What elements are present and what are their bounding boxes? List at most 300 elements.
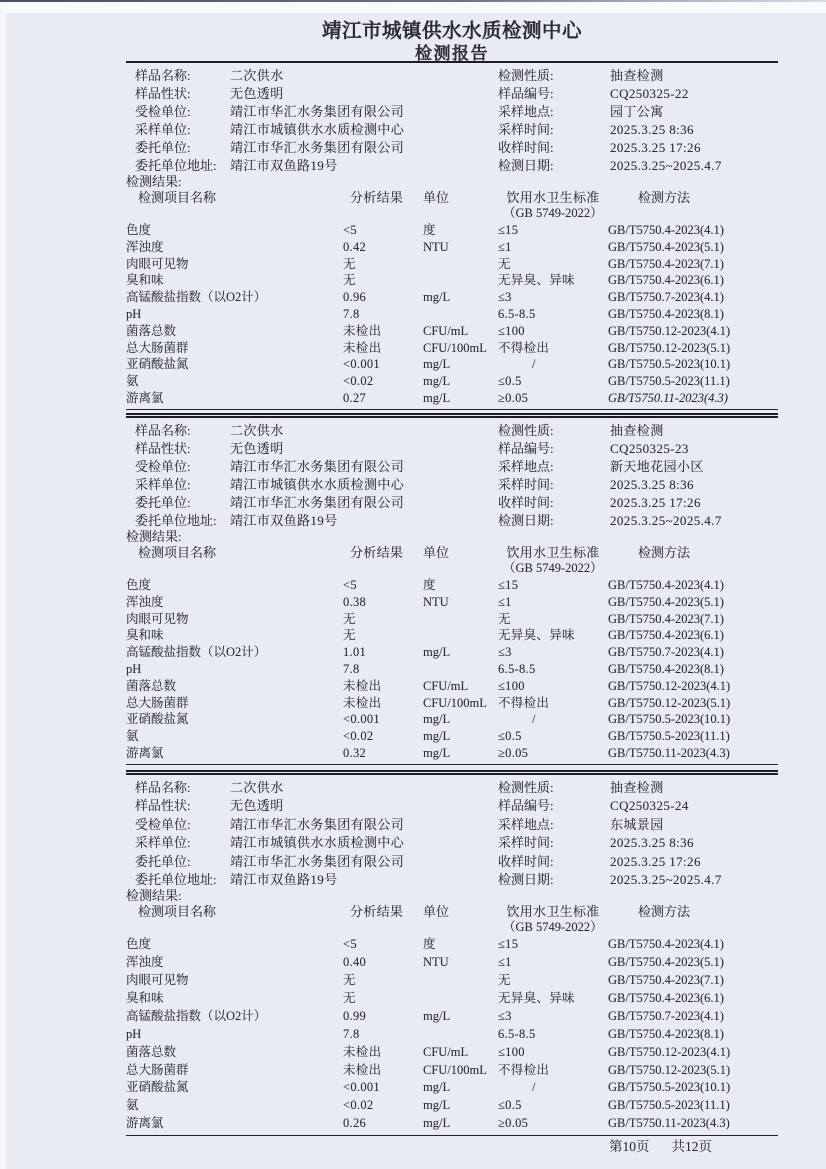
cell-standard: ≤15: [498, 223, 519, 237]
cell-unit: [423, 627, 498, 644]
info-value: 靖江市双鱼路19号: [230, 871, 338, 887]
cell-method: GB/T5750.4-2023(7.1): [608, 611, 724, 626]
cell-name: 浑浊度: [126, 955, 164, 970]
page-total: 共12页: [671, 1139, 712, 1154]
info-row: [126, 458, 778, 476]
info-value: 新天地花园小区: [610, 459, 704, 474]
info-value: CQ250325-22: [610, 86, 689, 101]
cell-unit: [423, 256, 498, 273]
info-label: 受检单位:: [135, 816, 191, 832]
cell-result: 无: [343, 628, 356, 643]
cell-name: 菌落总数: [126, 678, 177, 693]
info-row: [126, 139, 778, 157]
cell-standard: /: [532, 357, 536, 372]
cell-name: 肉眼可见物: [126, 256, 189, 271]
info-value: CQ250325-24: [610, 798, 689, 814]
info-row: [126, 67, 778, 85]
cell-result: 1.01: [343, 645, 367, 660]
cell-unit: [423, 990, 498, 1008]
cell-name: 亚硝酸盐氮: [126, 1080, 189, 1095]
cell-name: 菌落总数: [126, 1044, 177, 1059]
cell-name: 高锰酸盐指数（以O2计）: [126, 290, 267, 305]
table-subheader-row: [126, 921, 778, 936]
cell-result: <5: [343, 223, 357, 237]
info-row: [126, 440, 778, 458]
cell-standard: /: [532, 1080, 536, 1095]
page-footer: [126, 1139, 778, 1155]
cell-unit: 度: [423, 223, 436, 237]
info-label: 采样地点:: [498, 816, 554, 832]
info-value: 2025.3.25 8:36: [610, 835, 694, 851]
cell-unit: mg/L: [423, 645, 451, 660]
info-row: [126, 422, 778, 440]
info-label: 收样时间:: [498, 140, 554, 155]
cell-unit: mg/L: [423, 729, 451, 744]
cell-result: 0.42: [343, 239, 367, 254]
info-label: 检测日期:: [498, 871, 554, 887]
cell-method: GB/T5750.5-2023(10.1): [608, 357, 731, 372]
result-row: [126, 594, 778, 611]
cell-name: 臭和味: [126, 273, 164, 288]
standard-reference: （GB 5749-2022）: [503, 206, 603, 220]
info-row: [126, 103, 778, 121]
cell-name: 高锰酸盐指数（以O2计）: [126, 1008, 267, 1023]
info-value: 园丁公寓: [610, 104, 664, 119]
cell-method: GB/T5750.11-2023(4.3): [608, 745, 730, 760]
cell-name: 色度: [126, 223, 152, 237]
result-row: [126, 289, 778, 306]
info-label: 采样地点:: [498, 104, 554, 119]
cell-method: GB/T5750.4-2023(6.1): [608, 273, 724, 288]
cell-result: 无: [343, 273, 356, 288]
info-value: 二次供水: [230, 780, 284, 795]
standard-reference: （GB 5749-2022）: [503, 561, 603, 575]
cell-unit: mg/L: [423, 1098, 451, 1113]
cell-name: 色度: [126, 578, 152, 592]
result-row: [126, 954, 778, 972]
result-row: [126, 644, 778, 661]
cell-standard: 无: [498, 973, 511, 988]
info-value: 2025.3.25 17:26: [610, 495, 701, 510]
info-label: 受检单位:: [135, 459, 191, 474]
info-label: 样品编号:: [498, 798, 554, 814]
report-section-1: [126, 61, 778, 410]
info-value: 2025.3.25~2025.4.7: [610, 513, 722, 528]
info-value: CQ250325-23: [610, 441, 689, 456]
cell-name: 总大肠菌群: [126, 1062, 189, 1077]
cell-result: 0.32: [343, 745, 367, 760]
info-label: 样品性状:: [135, 441, 191, 456]
result-row: [126, 695, 778, 712]
cell-result: <5: [343, 578, 357, 592]
cell-standard: 6.5-8.5: [498, 661, 536, 676]
report-section-3: [126, 770, 778, 1136]
column-header-unit: 单位: [423, 190, 450, 205]
cell-method: GB/T5750.4-2023(5.1): [608, 955, 724, 970]
cell-name: pH: [126, 661, 142, 676]
info-label: 检测性质:: [498, 68, 554, 83]
cell-unit: CFU/mL: [423, 678, 469, 693]
cell-unit: CFU/100mL: [423, 340, 487, 355]
info-value: 无色透明: [230, 86, 284, 101]
info-value: 2025.3.25~2025.4.7: [610, 871, 722, 887]
result-row: [126, 340, 778, 357]
cell-unit: NTU: [423, 594, 449, 609]
cell-method: GB/T5750.5-2023(10.1): [608, 712, 731, 727]
cell-name: 臭和味: [126, 991, 164, 1006]
info-value: 靖江市城镇供水水质检测中心: [230, 835, 405, 851]
info-value: 东城景园: [610, 816, 664, 832]
cell-name: pH: [126, 306, 142, 321]
info-label: 收样时间:: [498, 495, 554, 510]
cell-name: 亚硝酸盐氮: [126, 712, 189, 727]
table-subheader-row: [126, 562, 778, 577]
result-row: [126, 972, 778, 990]
info-row: [126, 816, 778, 834]
info-label: 采样单位:: [135, 122, 191, 137]
result-row: [126, 627, 778, 644]
result-row: [126, 728, 778, 745]
cell-method: GB/T5750.11-2023(4.3): [608, 390, 728, 405]
result-row: [126, 1008, 778, 1026]
info-value: 靖江市华汇水务集团有限公司: [230, 140, 405, 155]
results-label: 检测结果:: [126, 888, 182, 904]
cell-method: GB/T5750.12-2023(4.1): [608, 678, 731, 693]
cell-standard: ≤3: [498, 290, 512, 305]
cell-unit: mg/L: [423, 745, 451, 760]
result-row: [126, 256, 778, 273]
cell-standard: ≤100: [498, 323, 525, 338]
cell-result: 未检出: [343, 678, 382, 693]
cell-name: 氨: [126, 1098, 139, 1113]
result-row: [126, 1044, 778, 1062]
cell-name: 臭和味: [126, 628, 164, 643]
info-value: 靖江市双鱼路19号: [230, 158, 338, 173]
info-value: 无色透明: [230, 441, 284, 456]
info-value: 2025.3.25 8:36: [610, 122, 694, 137]
info-label: 样品名称:: [135, 68, 191, 83]
cell-method: GB/T5750.5-2023(11.1): [608, 1098, 730, 1113]
result-row: [126, 711, 778, 728]
info-label: 样品编号:: [498, 86, 554, 101]
column-header-result: 分析结果: [350, 190, 404, 205]
info-value: 二次供水: [230, 68, 284, 83]
cell-result: <0.02: [343, 374, 374, 389]
page-number: 第10页: [609, 1139, 650, 1154]
info-row: [126, 871, 778, 889]
cell-name: 肉眼可见物: [126, 611, 189, 626]
cell-unit: mg/L: [423, 1116, 451, 1131]
cell-name: 游离氯: [126, 390, 164, 405]
cell-standard: ≤3: [498, 645, 512, 660]
cell-result: 0.96: [343, 290, 367, 305]
cell-standard: ≤1: [498, 955, 512, 970]
result-row: [126, 306, 778, 323]
column-header-method: 检测方法: [638, 545, 691, 560]
column-header-unit: 单位: [423, 904, 450, 920]
table-header-row: [126, 904, 778, 921]
info-label: 收样时间:: [498, 853, 554, 869]
cell-standard: 6.5-8.5: [498, 1026, 536, 1041]
result-row: [126, 990, 778, 1008]
cell-method: GB/T5750.4-2023(4.1): [608, 578, 724, 592]
column-header-unit: 单位: [423, 545, 450, 560]
info-label: 委托单位:: [135, 495, 191, 510]
cell-name: 菌落总数: [126, 323, 177, 338]
cell-method: GB/T5750.12-2023(5.1): [608, 340, 731, 355]
cell-name: 色度: [126, 937, 152, 952]
info-label: 采样单位:: [135, 835, 191, 851]
info-label: 委托单位:: [135, 140, 191, 155]
cell-result: 未检出: [343, 695, 382, 710]
cell-name: 氨: [126, 374, 139, 389]
column-header-standard: 饮用水卫生标准: [506, 904, 600, 920]
info-value: 二次供水: [230, 423, 284, 438]
cell-standard: 无异臭、异味: [498, 991, 575, 1006]
cell-method: GB/T5750.4-2023(7.1): [608, 973, 724, 988]
cell-name: 肉眼可见物: [126, 973, 189, 988]
cell-result: 7.8: [343, 661, 360, 676]
info-label: 采样时间:: [498, 835, 554, 851]
info-label: 受检单位:: [135, 104, 191, 119]
cell-result: 未检出: [343, 323, 382, 338]
cell-name: 亚硝酸盐氮: [126, 357, 189, 372]
info-value: 靖江市华汇水务集团有限公司: [230, 495, 405, 510]
cell-name: 氨: [126, 729, 139, 744]
cell-method: GB/T5750.11-2023(4.3): [608, 1116, 730, 1131]
info-row: [126, 494, 778, 512]
info-label: 采样单位:: [135, 477, 191, 492]
scan-margin-top: [0, 2, 826, 13]
cell-result: <5: [343, 937, 357, 952]
cell-result: 无: [343, 256, 356, 271]
org-title: 靖江市城镇供水水质检测中心: [321, 21, 582, 42]
info-value: 靖江市华汇水务集团有限公司: [230, 459, 405, 474]
info-value: 靖江市华汇水务集团有限公司: [230, 816, 405, 832]
cell-method: GB/T5750.4-2023(4.1): [608, 223, 724, 237]
cell-unit: 度: [423, 578, 436, 592]
cell-name: pH: [126, 1026, 142, 1041]
cell-unit: 度: [423, 937, 436, 952]
result-row: [126, 1026, 778, 1044]
cell-result: <0.02: [343, 1098, 374, 1113]
cell-result: 7.8: [343, 306, 360, 321]
results-table: [126, 222, 778, 410]
result-row: [126, 611, 778, 628]
cell-result: <0.02: [343, 729, 374, 744]
results-label: 检测结果:: [126, 174, 182, 189]
cell-result: <0.001: [343, 1080, 380, 1095]
results-table: [126, 936, 778, 1136]
cell-method: GB/T5750.5-2023(11.1): [608, 729, 730, 744]
info-label: 样品名称:: [135, 423, 191, 438]
result-row: [126, 1115, 778, 1133]
cell-method: GB/T5750.5-2023(11.1): [608, 374, 730, 389]
info-label: 委托单位地址:: [135, 158, 217, 173]
result-row: [126, 936, 778, 954]
result-row: [126, 661, 778, 678]
cell-method: GB/T5750.12-2023(4.1): [608, 323, 731, 338]
cell-unit: CFU/mL: [423, 323, 469, 338]
cell-result: 无: [343, 991, 356, 1006]
cell-standard: ≤15: [498, 578, 519, 592]
document-header: [126, 21, 778, 64]
cell-method: GB/T5750.12-2023(5.1): [608, 695, 731, 710]
cell-standard: ≤3: [498, 1008, 512, 1023]
cell-result: 0.40: [343, 955, 367, 970]
cell-standard: 不得检出: [498, 340, 550, 355]
cell-name: 浑浊度: [126, 239, 164, 254]
info-value: 抽查检测: [610, 423, 664, 438]
cell-method: GB/T5750.4-2023(8.1): [608, 661, 724, 676]
info-label: 采样时间:: [498, 122, 554, 137]
cell-standard: ≤100: [498, 1044, 525, 1059]
info-value: 抽查检测: [610, 780, 664, 795]
cell-method: GB/T5750.7-2023(4.1): [608, 645, 724, 660]
cell-standard: ≤15: [498, 937, 519, 952]
info-value: 2025.3.25 8:36: [610, 477, 694, 492]
cell-method: GB/T5750.4-2023(6.1): [608, 991, 724, 1006]
cell-unit: mg/L: [423, 712, 451, 727]
info-value: 2025.3.25 17:26: [610, 853, 701, 869]
cell-result: 未检出: [343, 1062, 382, 1077]
cell-method: GB/T5750.12-2023(4.1): [608, 1044, 731, 1059]
cell-unit: [423, 272, 498, 289]
info-label: 检测日期:: [498, 158, 554, 173]
cell-unit: NTU: [423, 239, 449, 254]
cell-standard: ≤1: [498, 239, 512, 254]
info-value: 无色透明: [230, 798, 284, 814]
column-header-name: 检测项目名称: [138, 904, 217, 920]
info-row: [126, 476, 778, 494]
result-row: [126, 356, 778, 373]
cell-unit: [423, 306, 498, 323]
info-row: [126, 512, 778, 530]
cell-unit: mg/L: [423, 1080, 451, 1095]
cell-standard: ≥0.05: [498, 390, 529, 405]
cell-result: 0.38: [343, 594, 367, 609]
cell-unit: CFU/100mL: [423, 1062, 487, 1077]
cell-method: GB/T5750.4-2023(8.1): [608, 1026, 724, 1041]
result-row: [126, 678, 778, 695]
results-table: [126, 577, 778, 765]
cell-result: 未检出: [343, 1044, 382, 1059]
cell-standard: 无: [498, 611, 511, 626]
info-label: 委托单位:: [135, 853, 191, 869]
cell-result: 0.26: [343, 1116, 367, 1131]
cell-result: 0.27: [343, 390, 367, 405]
cell-name: 高锰酸盐指数（以O2计）: [126, 645, 267, 660]
cell-standard: ≤0.5: [498, 729, 522, 744]
info-label: 委托单位地址:: [135, 513, 217, 528]
column-header-name: 检测项目名称: [138, 190, 217, 205]
cell-unit: mg/L: [423, 290, 451, 305]
cell-name: 总大肠菌群: [126, 340, 189, 355]
info-row: [126, 797, 778, 815]
cell-standard: 不得检出: [498, 1062, 550, 1077]
table-subheader-row: [126, 207, 778, 222]
report-section-2: [126, 413, 778, 765]
cell-standard: ≥0.05: [498, 1116, 529, 1131]
info-label: 检测性质:: [498, 423, 554, 438]
column-header-standard: 饮用水卫生标准: [506, 545, 600, 560]
info-value: 2025.3.25 17:26: [610, 140, 701, 155]
cell-standard: 无: [498, 256, 511, 271]
cell-method: GB/T5750.4-2023(5.1): [608, 239, 724, 254]
info-label: 检测性质:: [498, 780, 554, 795]
cell-standard: ≤100: [498, 678, 525, 693]
result-row: [126, 1097, 778, 1115]
cell-unit: mg/L: [423, 374, 451, 389]
cell-unit: [423, 972, 498, 990]
cell-standard: 6.5-8.5: [498, 306, 536, 321]
info-value: 靖江市华汇水务集团有限公司: [230, 104, 405, 119]
cell-method: GB/T5750.7-2023(4.1): [608, 1008, 724, 1023]
cell-unit: mg/L: [423, 390, 451, 405]
cell-result: 0.99: [343, 1008, 367, 1023]
result-row: [126, 323, 778, 340]
info-row: [126, 157, 778, 175]
column-header-method: 检测方法: [638, 190, 691, 205]
cell-result: 7.8: [343, 1026, 360, 1041]
cell-unit: NTU: [423, 955, 449, 970]
info-label: 样品性状:: [135, 798, 191, 814]
cell-standard: /: [532, 712, 536, 727]
result-row: [126, 577, 778, 594]
column-header-method: 检测方法: [638, 904, 691, 920]
cell-unit: CFU/mL: [423, 1044, 469, 1059]
info-label: 采样时间:: [498, 477, 554, 492]
cell-name: 总大肠菌群: [126, 695, 189, 710]
cell-unit: mg/L: [423, 357, 451, 372]
results-label: 检测结果:: [126, 529, 182, 544]
cell-method: GB/T5750.4-2023(7.1): [608, 256, 724, 271]
cell-unit: [423, 1026, 498, 1044]
info-value: 靖江市城镇供水水质检测中心: [230, 477, 405, 492]
info-label: 样品编号:: [498, 441, 554, 456]
info-value: 靖江市双鱼路19号: [230, 513, 338, 528]
info-value: 抽查检测: [610, 68, 664, 83]
result-row: [126, 1062, 778, 1080]
report-title: 检测报告: [415, 44, 489, 63]
cell-standard: ≤0.5: [498, 1098, 522, 1113]
cell-result: 无: [343, 973, 356, 988]
column-header-result: 分析结果: [350, 545, 404, 560]
cell-standard: 无异臭、异味: [498, 628, 575, 643]
info-row: [126, 121, 778, 139]
cell-standard: 无异臭、异味: [498, 273, 575, 288]
cell-result: 未检出: [343, 340, 382, 355]
result-row: [126, 272, 778, 289]
result-row: [126, 745, 778, 762]
scan-margin-left: [0, 2, 6, 1169]
info-label: 检测日期:: [498, 513, 554, 528]
info-row: [126, 779, 778, 797]
cell-standard: 不得检出: [498, 695, 550, 710]
info-value: 靖江市华汇水务集团有限公司: [230, 853, 405, 869]
result-row: [126, 222, 778, 239]
info-label: 委托单位地址:: [135, 871, 217, 887]
column-header-standard: 饮用水卫生标准: [506, 190, 600, 205]
cell-name: 游离氯: [126, 1116, 164, 1131]
result-row: [126, 239, 778, 256]
info-row: [126, 853, 778, 871]
info-label: 采样地点:: [498, 459, 554, 474]
column-header-result: 分析结果: [350, 904, 404, 920]
cell-result: 无: [343, 611, 356, 626]
cell-unit: [423, 611, 498, 628]
cell-name: 浑浊度: [126, 594, 164, 609]
